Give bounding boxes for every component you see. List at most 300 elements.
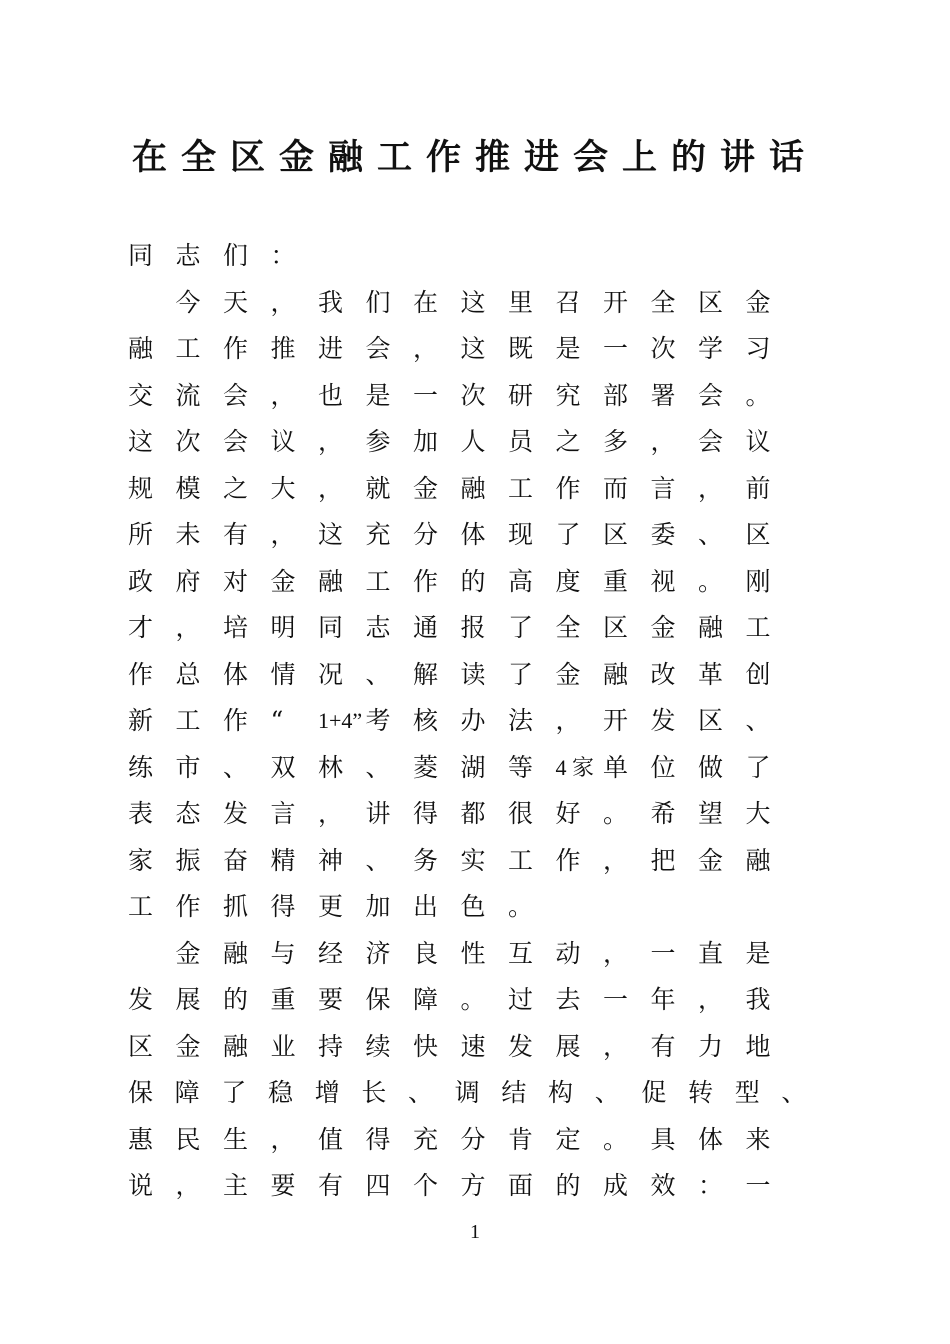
text-char: 。 — [745, 380, 771, 410]
text-char: 作 — [223, 706, 249, 735]
text-char: 金 — [270, 566, 296, 596]
text-char: 区 — [128, 1031, 154, 1061]
text-line — [128, 977, 828, 1024]
text-char: 金 — [650, 613, 676, 642]
text-char: ， — [318, 799, 344, 828]
text-char: 融 — [223, 938, 249, 968]
text-char: 了 — [745, 752, 771, 782]
text-char: 金 — [555, 659, 581, 689]
text-char: 视 — [650, 566, 676, 596]
text-char: 来 — [745, 1124, 771, 1154]
text-char: 工 — [128, 892, 154, 921]
text-char: 希 — [650, 799, 676, 828]
text-char: 开 — [603, 706, 629, 735]
text-char: 体 — [698, 1124, 724, 1154]
text-char: 加 — [365, 892, 391, 921]
text-line — [128, 931, 828, 978]
text-char: 是 — [365, 380, 391, 410]
text-char: 望 — [698, 799, 724, 828]
text-char: 态 — [175, 799, 201, 828]
text-char: 究 — [555, 380, 581, 410]
text-char: 高 — [508, 566, 534, 596]
text-char: 济 — [365, 938, 391, 968]
text-char: 学 — [698, 334, 724, 363]
text-char: 了 — [508, 659, 534, 689]
text-char: 续 — [365, 1031, 391, 1061]
text-char: 工 — [175, 706, 201, 735]
text-char: ， — [698, 473, 724, 503]
text-char: 保 — [128, 1078, 154, 1107]
text-char: 方 — [460, 1171, 486, 1200]
body-text — [128, 233, 828, 1210]
text-char: 推 — [270, 334, 296, 363]
page-number: 1 — [470, 1221, 480, 1243]
text-char: 同 — [318, 613, 344, 642]
text-line — [128, 884, 828, 931]
text-char: 培 — [223, 613, 249, 642]
text-char: 研 — [508, 380, 534, 410]
text-char: 去 — [555, 985, 581, 1014]
text-line — [128, 559, 828, 606]
text-char: 融 — [128, 334, 154, 363]
text-char: 了 — [221, 1078, 247, 1107]
text-char: 位 — [650, 752, 676, 782]
text-char: 障 — [413, 985, 439, 1014]
text-char: ， — [270, 1124, 296, 1154]
text-char: 发 — [223, 799, 249, 828]
text-char: 里 — [508, 287, 534, 317]
text-char: 发 — [508, 1031, 534, 1061]
text-char: 刚 — [745, 566, 771, 596]
text-char: 核 — [413, 706, 439, 735]
text-char: 区 — [698, 706, 724, 735]
text-line — [128, 326, 828, 373]
text-line — [128, 745, 828, 792]
text-char: 肯 — [508, 1124, 534, 1154]
text-char: 、 — [365, 752, 391, 782]
text-char: 改 — [650, 659, 676, 689]
text-char: 所 — [128, 520, 154, 549]
text-char: 规 — [128, 473, 154, 503]
text-char: 金 — [698, 845, 724, 875]
text-char: ， — [698, 985, 724, 1014]
text-char: 过 — [508, 985, 534, 1014]
text-char: 良 — [413, 938, 439, 968]
text-char: 有 — [650, 1031, 676, 1061]
text-char: 通 — [413, 613, 439, 642]
text-char: 这 — [460, 334, 486, 363]
text-char: 读 — [460, 659, 486, 689]
text-char: 四 — [365, 1171, 391, 1200]
text-char: 在 — [413, 287, 439, 317]
text-char: 金 — [175, 1031, 201, 1061]
text-char: 既 — [508, 334, 534, 363]
text-char: 、 — [781, 1078, 807, 1107]
text-char: 流 — [175, 380, 201, 410]
text-char: 区 — [745, 520, 771, 549]
text-char: 交 — [128, 380, 154, 410]
text-char: 署 — [650, 380, 676, 410]
text-char: ， — [650, 427, 676, 456]
text-char: 大 — [745, 799, 771, 828]
text-char: 作 — [413, 566, 439, 596]
text-char: 要 — [318, 985, 344, 1014]
text-char: 长 — [361, 1078, 387, 1107]
text-char: 模 — [175, 473, 201, 503]
text-char: 我 — [318, 287, 344, 317]
text-char: 这 — [318, 520, 344, 549]
text-char: 前 — [745, 473, 771, 503]
text-char: 作 — [175, 892, 201, 921]
text-char: 府 — [175, 566, 201, 596]
text-char: 发 — [650, 706, 676, 735]
text-char: 惠 — [128, 1124, 154, 1154]
text-char: 了 — [555, 520, 581, 549]
text-char: 转 — [688, 1078, 714, 1107]
text-char: 具 — [650, 1124, 676, 1154]
text-char: 融 — [603, 659, 629, 689]
text-char: 天 — [223, 287, 249, 317]
text-char: 是 — [745, 938, 771, 968]
text-char: 。 — [460, 985, 486, 1014]
text-char: 。 — [603, 1124, 629, 1154]
text-char: 考 — [365, 706, 391, 735]
text-char: 之 — [555, 427, 581, 456]
text-line — [128, 1117, 828, 1164]
text-char: 今 — [175, 287, 201, 317]
text-line — [128, 233, 828, 280]
text-char: 大 — [270, 473, 296, 503]
text-char: 这 — [128, 427, 154, 456]
text-char: 练 — [128, 752, 154, 782]
text-char: 、 — [594, 1078, 620, 1107]
text-char: 年 — [650, 985, 676, 1014]
text-line — [128, 652, 828, 699]
text-line — [128, 1024, 828, 1071]
text-char: 都 — [460, 799, 486, 828]
text-char: 讲 — [365, 799, 391, 828]
text-char: 生 — [223, 1124, 249, 1154]
text-char: 4 家 — [555, 754, 595, 780]
text-char: 面 — [508, 1171, 534, 1200]
text-char: 也 — [318, 380, 344, 410]
text-char: 业 — [270, 1031, 296, 1061]
text-char: 一 — [413, 380, 439, 410]
text-char: 、 — [223, 752, 249, 782]
text-char: 对 — [223, 566, 249, 596]
text-char: 们 — [365, 287, 391, 317]
text-char: 言 — [650, 473, 676, 503]
text-char: 作 — [555, 845, 581, 875]
text-char: 民 — [175, 1124, 201, 1154]
text-char: 们 — [223, 241, 249, 270]
text-char: 明 — [270, 613, 296, 642]
text-char: ， — [318, 427, 344, 456]
text-char: 加 — [413, 427, 439, 456]
text-char: 办 — [460, 706, 486, 735]
text-char: 工 — [508, 845, 534, 875]
text-char: 成 — [603, 1171, 629, 1200]
text-char: 快 — [413, 1031, 439, 1061]
text-char: 务 — [413, 845, 439, 875]
text-line — [128, 1163, 828, 1210]
text-char: 作 — [223, 334, 249, 363]
text-char: 政 — [128, 566, 154, 596]
text-char: 工 — [508, 473, 534, 503]
text-char: 展 — [175, 985, 201, 1014]
text-char: 全 — [650, 287, 676, 317]
text-char: 更 — [318, 892, 344, 921]
text-char: 做 — [698, 752, 724, 782]
text-char: 之 — [223, 473, 249, 503]
text-char: 而 — [603, 473, 629, 503]
text-char: 分 — [460, 1124, 486, 1154]
text-char: 融 — [698, 613, 724, 642]
text-char: 的 — [555, 1171, 581, 1200]
text-char: 未 — [175, 520, 201, 549]
text-char: 金 — [413, 473, 439, 503]
text-char: 工 — [745, 613, 771, 642]
text-char: 才 — [128, 613, 154, 642]
text-char: 得 — [365, 1124, 391, 1154]
text-char: 地 — [745, 1031, 771, 1061]
text-char: 次 — [460, 380, 486, 410]
text-char: 经 — [318, 938, 344, 968]
text-char: ： — [698, 1171, 724, 1200]
text-char: 委 — [650, 520, 676, 549]
text-char: 直 — [698, 938, 724, 968]
text-char: 说 — [128, 1171, 154, 1200]
text-line — [128, 698, 828, 745]
text-char: 充 — [413, 1124, 439, 1154]
text-line — [128, 466, 828, 513]
text-char: 志 — [365, 613, 391, 642]
text-char: 力 — [698, 1031, 724, 1061]
text-char: 互 — [508, 938, 534, 968]
text-char: 新 — [128, 706, 154, 735]
text-line — [128, 373, 828, 420]
text-char: 法 — [508, 706, 534, 735]
text-char: 神 — [318, 845, 344, 875]
text-char: 很 — [508, 799, 534, 828]
text-char: 充 — [365, 520, 391, 549]
text-char: 、 — [365, 659, 391, 689]
text-line — [128, 605, 828, 652]
text-char: 湖 — [460, 752, 486, 782]
text-char: 等 — [508, 752, 534, 782]
text-char: 金 — [745, 287, 771, 317]
text-char: 了 — [508, 613, 534, 642]
text-char: ， — [603, 938, 629, 968]
text-char: ， — [270, 380, 296, 410]
text-char: 我 — [745, 985, 771, 1014]
text-char: 全 — [555, 613, 581, 642]
text-char: ， — [603, 1031, 629, 1061]
text-char: 就 — [365, 473, 391, 503]
text-char: 况 — [318, 659, 344, 689]
text-char: ： — [270, 241, 296, 270]
text-char: 把 — [650, 845, 676, 875]
text-char: 单 — [603, 752, 629, 782]
text-char: 精 — [270, 845, 296, 875]
text-line — [128, 419, 828, 466]
text-char: 的 — [223, 985, 249, 1014]
text-char: 区 — [698, 287, 724, 317]
text-char: 习 — [745, 334, 771, 363]
text-char: ， — [270, 287, 296, 317]
text-char: 调 — [454, 1078, 480, 1107]
text-char: 解 — [413, 659, 439, 689]
text-char: 有 — [318, 1171, 344, 1200]
text-char: ， — [318, 473, 344, 503]
text-char: 、 — [365, 845, 391, 875]
text-char: 动 — [555, 938, 581, 968]
text-char: 市 — [175, 752, 201, 782]
text-char: 志 — [175, 241, 201, 270]
text-char: 个 — [413, 1171, 439, 1200]
text-line — [128, 838, 828, 885]
text-char: 奋 — [223, 845, 249, 875]
text-char: 这 — [460, 287, 486, 317]
text-char: 一 — [650, 938, 676, 968]
text-char: 促 — [641, 1078, 667, 1107]
text-char: 重 — [603, 566, 629, 596]
text-char: 参 — [365, 427, 391, 456]
text-char: 保 — [365, 985, 391, 1014]
text-char: 。 — [603, 799, 629, 828]
text-char: 言 — [270, 799, 296, 828]
text-char: 得 — [413, 799, 439, 828]
text-char: 会 — [223, 380, 249, 410]
text-char: 一 — [603, 985, 629, 1014]
text-char: 振 — [175, 845, 201, 875]
text-char: 障 — [174, 1078, 200, 1107]
text-char: ， — [603, 845, 629, 875]
text-line — [128, 512, 828, 559]
document-title: 在全区金融工作推进会上的讲话 — [131, 138, 818, 178]
text-char: 部 — [603, 380, 629, 410]
text-char: 菱 — [413, 752, 439, 782]
text-char: 实 — [460, 845, 486, 875]
text-char: 、 — [745, 706, 771, 735]
text-char: 会 — [698, 427, 724, 456]
text-char: 进 — [318, 334, 344, 363]
text-char: 是 — [555, 334, 581, 363]
text-char: 要 — [270, 1171, 296, 1200]
text-char: 型 — [734, 1078, 760, 1107]
text-char: 报 — [460, 613, 486, 642]
text-char: 重 — [270, 985, 296, 1014]
text-char: 一 — [603, 334, 629, 363]
text-char: 体 — [223, 659, 249, 689]
text-char: 定 — [555, 1124, 581, 1154]
text-char: 会 — [698, 380, 724, 410]
text-char: 速 — [460, 1031, 486, 1061]
text-char: 次 — [650, 334, 676, 363]
text-char: 色 — [460, 892, 486, 921]
text-char: 融 — [745, 845, 771, 875]
text-line — [128, 1070, 828, 1117]
text-char: 召 — [555, 287, 581, 317]
text-char: 度 — [555, 566, 581, 596]
text-char: 好 — [555, 799, 581, 828]
text-char: 、 — [698, 520, 724, 549]
text-char: 有 — [223, 520, 249, 549]
text-char: 的 — [460, 566, 486, 596]
text-char: 多 — [603, 427, 629, 456]
text-char: 员 — [508, 427, 534, 456]
text-char: 、 — [408, 1078, 434, 1107]
text-char: 作 — [128, 659, 154, 689]
text-char: 1+4” — [318, 708, 363, 733]
text-char: 值 — [318, 1124, 344, 1154]
text-char: 融 — [223, 1031, 249, 1061]
text-char: 融 — [318, 566, 344, 596]
text-char: 会 — [223, 427, 249, 456]
text-char: 林 — [318, 752, 344, 782]
text-char: 表 — [128, 799, 154, 828]
text-char: 开 — [603, 287, 629, 317]
text-char: 创 — [745, 659, 771, 689]
text-char: 效 — [650, 1171, 676, 1200]
text-char: 主 — [223, 1171, 249, 1200]
text-char: ， — [413, 334, 439, 363]
text-char: 体 — [460, 520, 486, 549]
text-char: 发 — [128, 985, 154, 1014]
text-char: 工 — [175, 334, 201, 363]
text-char: 得 — [270, 892, 296, 921]
text-char: 区 — [603, 613, 629, 642]
text-char: 金 — [175, 938, 201, 968]
text-char: 增 — [314, 1078, 340, 1107]
text-char: 双 — [270, 752, 296, 782]
text-char: 工 — [365, 566, 391, 596]
text-char: 人 — [460, 427, 486, 456]
text-char: 。 — [508, 892, 534, 921]
text-char: 次 — [175, 427, 201, 456]
text-char: 稳 — [268, 1078, 294, 1107]
text-char: ， — [175, 613, 201, 642]
text-char: 区 — [603, 520, 629, 549]
text-char: 一 — [745, 1171, 771, 1200]
text-line — [128, 280, 828, 327]
text-char: 情 — [270, 659, 296, 689]
text-char: 同 — [128, 241, 154, 270]
text-char: ， — [175, 1171, 201, 1200]
text-line — [128, 791, 828, 838]
text-char: 展 — [555, 1031, 581, 1061]
text-char: 与 — [270, 938, 296, 968]
text-char: 议 — [270, 427, 296, 456]
text-char: 分 — [413, 520, 439, 549]
text-char: 会 — [365, 334, 391, 363]
text-char: 出 — [413, 892, 439, 921]
text-char: “ — [270, 706, 284, 735]
text-char: 构 — [548, 1078, 574, 1107]
text-char: 现 — [508, 520, 534, 549]
text-char: ， — [555, 706, 581, 735]
text-char: 议 — [745, 427, 771, 456]
text-char: 性 — [460, 938, 486, 968]
text-char: 持 — [318, 1031, 344, 1061]
text-char: 融 — [460, 473, 486, 503]
text-char: 结 — [501, 1078, 527, 1107]
text-char: 总 — [175, 659, 201, 689]
text-char: 革 — [698, 659, 724, 689]
text-char: 作 — [555, 473, 581, 503]
text-char: 家 — [128, 845, 154, 875]
text-char: ， — [270, 520, 296, 549]
